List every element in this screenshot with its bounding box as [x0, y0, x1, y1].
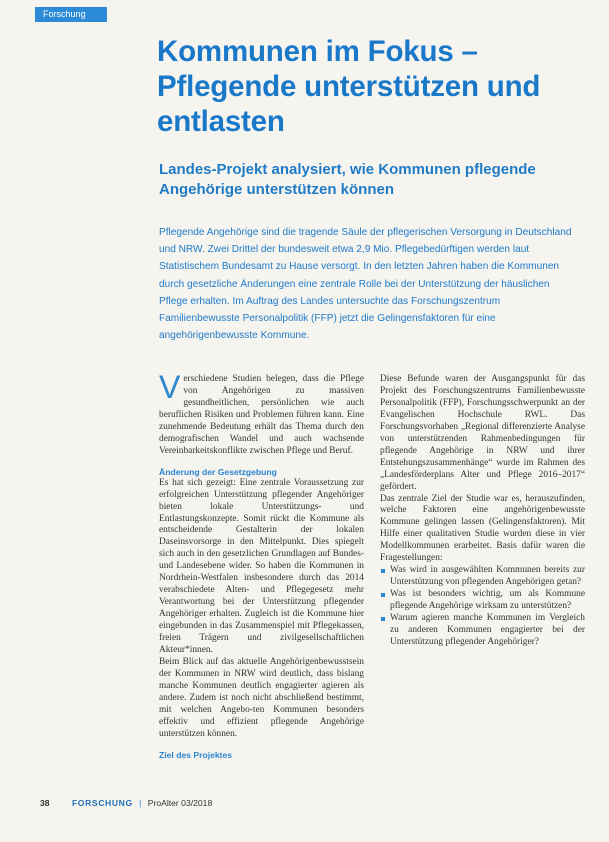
section-tag: Forschung: [35, 7, 107, 22]
question-item: Warum agieren manche Kommunen im Vergleich zu anderen Kommunen engagierter bei der Unterstützung pflegender Angehöriger?: [380, 613, 585, 649]
heading-gesetzgebung: Änderung der Gesetzgebung: [159, 466, 277, 477]
page-number: 38: [40, 798, 50, 808]
question-list: [380, 565, 585, 649]
paragraph-gesetzgebung-1: Es hat sich gezeigt: Eine zentrale Voraussetzung zur erfolgreichen Unterstützung pflegender Angehöriger bieten lokale Unterstützungs- und Entlastungskonzepte. Somit rückt die Kommune als entscheidende Gestalterin der lokalen Daseinsvorsorge in den Mittelpunkt. Dies spiegelt sich auch in den gesetzlichen Grundlagen auf Bundes- und Landesebene wider. So haben die Kommunen in Nordrhein-Westfalen insbesondere durch das 2014 verabschiedete Alten- und Pflegegesetz mehr Verantwortung bei der Unterstützung pflegender Angehöriger erhalten. Zugleich ist die Kommune hier eingebunden in das Zusammenspiel mit Pflegekassen, freien Trägern und zivilgesellschaftlichen Akteur*innen.: [159, 477, 364, 656]
footer-publication: ProAlter 03/2018: [147, 798, 213, 808]
intro-paragraph: [159, 369, 364, 458]
article-lead: Pflegende Angehörige sind die tragende Säule der pflegerischen Versorgung in Deutschland und NRW. Zwei Drittel der bundesweit etwa 2,9 Mio. Pflegebedürftigen werden laut Statistischem Bundesamt zu Hause versorgt. In den letzten Jahren haben die Kommunen durch gesetzliche Änderungen eine zentrale Rolle bei der Unterstützung der häuslichen Pflege erhalten. Im Auftrag des Landes untersuchte das Forschungszentrum Familienbewusste Personalpolitik (FFP) jetzt die Gelingensfaktoren für eine angehörigenbewusste Kommune.: [159, 227, 572, 342]
article-body: [159, 369, 585, 784]
question-item: Was ist besonders wichtig, um als Kommune pflegende Angehörige wirksam zu unterstützen?: [380, 589, 585, 613]
heading-ziel: Ziel des Projektes: [159, 749, 233, 760]
question-item: Was wird in ausgewählten Kommunen bereits zur Unterstützung von pflegenden Angehörigen getan?: [380, 565, 585, 589]
article-title: Kommunen im Fokus – Pflegende unterstützen und entlasten: [157, 35, 541, 138]
intro-text: erschiedene Studien belegen, dass die Pflege von Angehörigen zu massiven gesundheitlichen, persönlichen wie auch beruflichen Risiken und Problemen führen kann. Eine zunehmende Bedeutung erhält das Thema durch den demografischen Wandel und auch wachsende Vereinbarkeitskonflikte zwischen Pflege und Beruf.: [159, 374, 364, 456]
drop-cap: V: [159, 369, 181, 405]
paragraph-ziel-1: Diese Befunde waren der Ausgangspunkt für das Projekt des Forschungszentrums Familienbewusste Personalpolitik (FFP), Forschungsschwerpunkt an der Evangelischen Hochschule RWL. Das Forschungsvorhaben „Regional differenzierte Analyse von unterstützenden Rahmenbedingungen für pflegende Angehörige in NRW und ihrer Entstehungszusammenhänge“ wurde im Rahmen des „Landesförderplans Alter und Pflege 2016–2017“ gefördert.: [380, 374, 585, 492]
page-footer: [40, 796, 212, 810]
article-subtitle: Landes-Projekt analysiert, wie Kommunen pflegende Angehörige unterstützen können: [159, 161, 536, 198]
footer-section: FORSCHUNG: [71, 798, 133, 808]
footer-separator: |: [139, 798, 142, 808]
paragraph-gesetzgebung-2: Beim Blick auf das aktuelle Angehörigenbewusstsein der Kommunen in NRW wird deutlich, dass bislang manche Kommunen deutlich engagierter agieren als andere. Zudem ist noch nicht abschließend bestimmt, mit welchen Angebo-ten Kommunen besonders effektiv und effizient pflegende Angehörige unterstützen können.: [159, 656, 364, 739]
paragraph-ziel-2: Das zentrale Ziel der Studie war es, herauszufinden, welche Faktoren eine angehörigenbewusste Kommune gelingen lassen (Gelingensfaktoren). Mit Hilfe einer qualitativen Studie wurden diese in vier Modellkommunen erarbeitet. Basis dafür waren die Fragestellungen:: [380, 493, 585, 564]
